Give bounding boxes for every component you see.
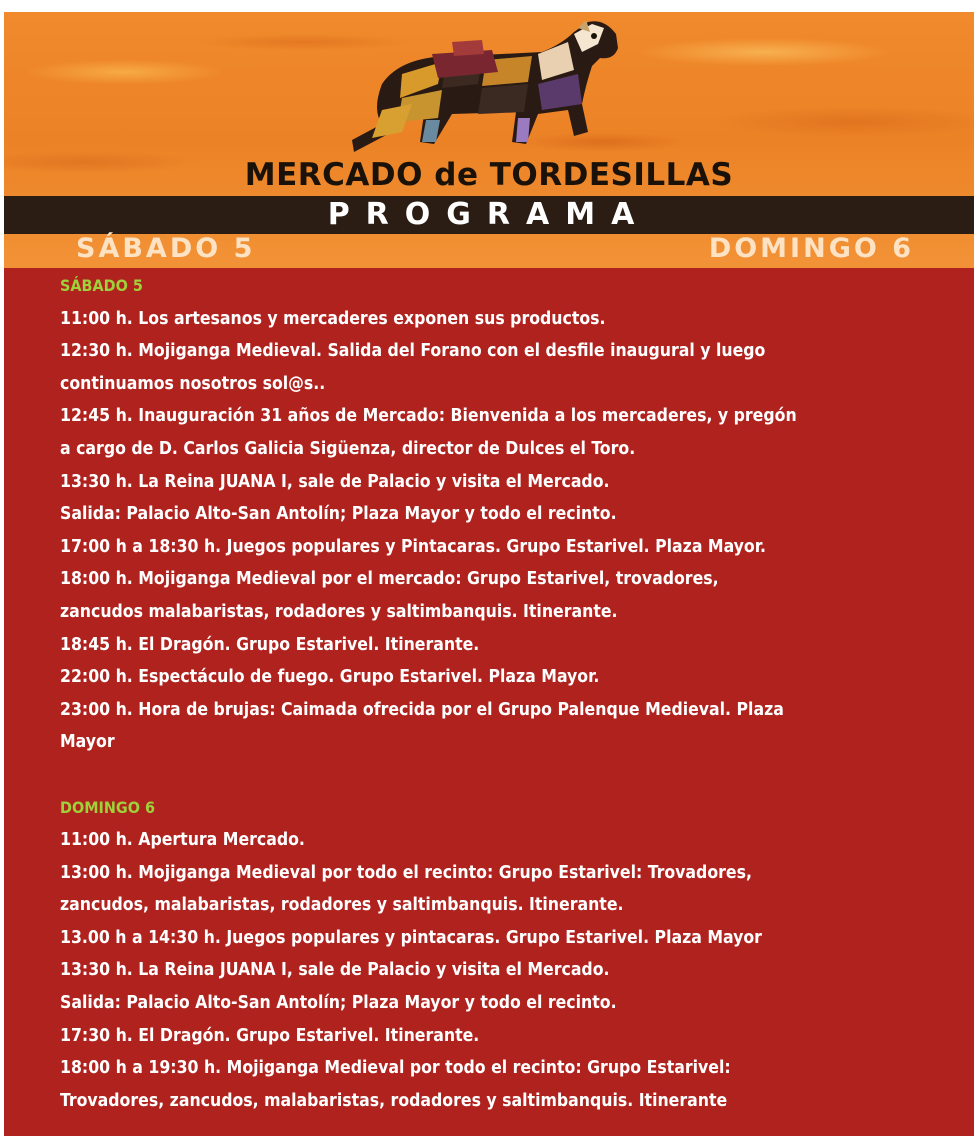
schedule-line: 17:00 h a 18:30 h. Juegos populares y Pintacaras. Grupo Estarivel. Plaza Mayor. [60,536,767,557]
schedule-line: a cargo de D. Carlos Galicia Sigüenza, director de Dulces el Toro. [60,438,636,459]
schedule-line: 13.00 h a 14:30 h. Juegos populares y pintacaras. Grupo Estarivel. Plaza Mayor [60,927,762,948]
program-content [4,268,974,1136]
schedule-line: 13:30 h. La Reina JUANA I, sale de Palacio y visita el Mercado. [60,960,610,981]
day-label-left: SÁBADO 5 [76,233,256,264]
schedule-line: 11:00 h. Apertura Mercado. [60,830,305,851]
schedule-line: Salida: Palacio Alto-San Antolín; Plaza Mayor y todo el recinto. [60,504,617,525]
sunday-heading: DOMINGO 6 [60,797,155,817]
schedule-line: 23:00 h. Hora de brujas: Caimada ofrecida por el Grupo Palenque Medieval. Plaza [60,699,784,720]
schedule-line: zancudos, malabaristas, rodadores y saltimbanquis. Itinerante. [60,895,624,916]
schedule-line: 17:30 h. El Dragón. Grupo Estarivel. Itinerante. [60,1025,480,1046]
schedule-line: 12:45 h. Inauguración 31 años de Mercado: Bienvenida a los mercaderes, y pregón [60,406,797,427]
schedule-line: 13:00 h. Mojiganga Medieval por todo el recinto: Grupo Estarivel: Trovadores, [60,862,752,883]
schedule-line: Trovadores, zancudos, malabaristas, rodadores y saltimbanquis. Itinerante [60,1090,728,1111]
schedule-line: 18:45 h. El Dragón. Grupo Estarivel. Itinerante. [60,634,480,655]
schedule-line: 13:30 h. La Reina JUANA I, sale de Palacio y visita el Mercado. [60,471,610,492]
saturday-heading: SÁBADO 5 [60,276,143,295]
programa-label: PROGRAMA [327,197,651,232]
schedule-line: zancudos malabaristas, rodadores y saltimbanquis. Itinerante. [60,601,618,622]
schedule-line: 18:00 h a 19:30 h. Mojiganga Medieval por todo el recinto: Grupo Estarivel: [60,1058,731,1079]
schedule-line: Salida: Palacio Alto-San Antolín; Plaza Mayor y todo el recinto. [60,993,617,1014]
programa-bar [4,196,974,234]
caparisoned-horse-icon [342,14,622,154]
schedule-line: 11:00 h. Los artesanos y mercaderes exponen sus productos. [60,308,606,329]
page-title: MERCADO de TORDESILLAS [244,157,734,193]
schedule-line: 22:00 h. Espectáculo de fuego. Grupo Estarivel. Plaza Mayor. [60,667,600,688]
schedule-line: 12:30 h. Mojiganga Medieval. Salida del Forano con el desfile inaugural y luego [60,341,766,362]
schedule-line: Mayor [60,732,115,753]
program-lines [60,270,960,1117]
schedule-line: continuamos nosotros sol@s.. [60,373,326,394]
day-label-right: DOMINGO 6 [708,233,914,264]
schedule-line: 18:00 h. Mojiganga Medieval por el mercado: Grupo Estarivel, trovadores, [60,569,719,590]
header-banner [4,12,974,268]
poster [4,12,974,1136]
section-spacer [60,759,960,792]
